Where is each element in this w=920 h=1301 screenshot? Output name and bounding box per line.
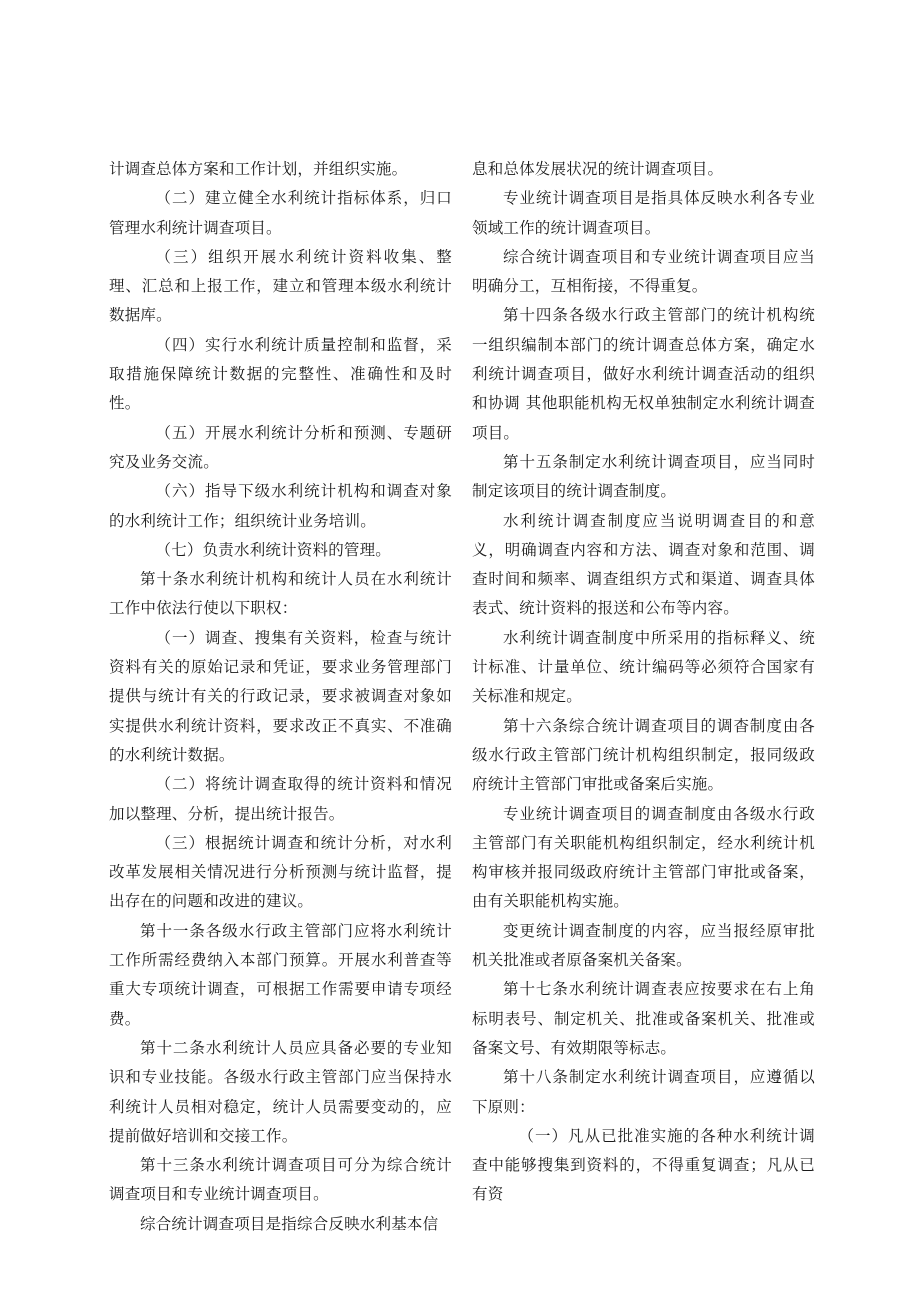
paragraph-right-1: 专业统计调查项目是指具体反映水利各专业领域工作的统计调查项目。 — [472, 189, 815, 237]
paragraph-left-7: 第十条水利统计机构和统计人员在水利统计工作中依法行使以下职权： — [109, 570, 452, 618]
paragraph-right-8: 专业统计调查项目的调查制度由各级水行政主管部门有关职能机构组织制定，经水利统计机构审核并报同级政府统计主管部门审批或备案，由有关职能机构实施。 — [472, 804, 815, 911]
paragraph-right-12: （一）凡从已批准实施的各种水利统计调查中能够搜集到资料的，不得重复调查；凡从已有资 — [472, 1126, 815, 1204]
paragraph-right-4: 第十五条制定水利统计调查项目，应当同时制定该项目的统计调查制度。 — [472, 452, 815, 501]
paragraph-right-0: 息和总体发展状况的统计调查项目。 — [472, 160, 724, 178]
paragraph-left-11: 第十一条各级水行政主管部门应将水利统计工作所需经费纳入本部门预算。开展水利普查等重大专项统计调查，可根据工作需要申请专项经费。 — [109, 921, 452, 1028]
right-column — [472, 155, 815, 1210]
paragraph-right-2: 综合统计调查项目和专业统计调查项目应当明确分工，互相衔接，不得重复。 — [472, 247, 815, 296]
paragraph-right-3: 第十四条各级水行政主管部门的统计机构统一组织编制本部门的统计调查总体方案，确定水利统计调查项目，做好水利统计调查活动的组织和协调 其他职能机构无权单独制定水利统计调查项目。 — [472, 306, 815, 442]
paragraph-left-9: （二）将统计调查取得的统计资料和情况加以整理、分析，提出统计报告。 — [109, 775, 452, 823]
paragraph-left-2: （三）组织开展水利统计资料收集、整理、汇总和上报工作，建立和管理本级水利统计数据库。 — [109, 247, 452, 325]
paragraph-left-6: （七）负责水利统计资料的管理。 — [155, 540, 392, 559]
paragraph-left-1: （二）建立健全水利统计指标体系，归口管理水利统计调查项目。 — [109, 189, 452, 237]
paragraph-left-5: （六）指导下级水利统计机构和调查对象的水利统计工作；组织统计业务培训。 — [109, 482, 452, 530]
paragraph-right-5: 水利统计调查制度应当说明调查目的和意义，明确调查内容和方法、调查对象和范围、调查时间和频率、调查组织方式和渠道、调查具体表式、统计资料的报送和公布等内容。 — [472, 511, 815, 618]
left-column — [109, 155, 452, 1239]
paragraph-left-13: 第十三条水利统计调查项目可分为综合统计调查项目和专业统计调查项目。 — [109, 1156, 452, 1204]
paragraph-left-8: （一）调查、搜集有关资料，检查与统计资料有关的原始记录和凭证，要求业务管理部门提供与统计有关的行政记录，要求被调查对象如实提供水利统计资料，要求改正不真实、不准确的水利统计数据。 — [109, 628, 452, 764]
paragraph-left-14: 综合统计调查项目是指综合反映水利基本信 — [140, 1214, 439, 1233]
paragraph-left-4: （五）开展水利统计分析和预测、专题研究及业务交流。 — [109, 423, 452, 471]
paragraph-right-11: 第十八条制定水利统计调查项目，应遵循以下原则： — [472, 1068, 815, 1116]
paragraph-left-3: （四）实行水利统计质量控制和监督，采取措施保障统计数据的完整性、准确性和及时性。 — [109, 335, 452, 413]
paragraph-right-10: 第十七条水利统计调查表应按要求在右上角标明表号、制定机关、批准或备案机关、批准或备案文号、有效期限等标志。 — [472, 980, 815, 1057]
paragraph-left-0: 计调查总体方案和工作计划，并组织实施。 — [109, 160, 408, 178]
paragraph-left-10: （三）根据统计调查和统计分析，对水利改革发展相关情况进行分析预测与统计监督，提出存在的问题和改进的建议。 — [109, 833, 452, 911]
paragraph-right-7: 第十六条综合统计调查项目的调杳制度由各级水行政主管部门统计机构组织制定，报同级政府统计主管部门审批或备案后实施。 — [472, 716, 815, 794]
paragraph-right-6: 水利统计调查制度中所采用的指标释义、统计标准、计量单位、统计编码等必须符合国家有关标准和规定。 — [472, 628, 815, 706]
paragraph-right-9: 变更统计调查制度的内容，应当报经原审批机关批准或者原备案机关备案。 — [472, 921, 815, 970]
paragraph-left-12: 第十二条水利统计人员应具备必要的专业知识和专业技能。各级水行政主管部门应当保持水利统计人员相对稳定，统计人员需要变动的，应提前做好培训和交接工作。 — [109, 1038, 452, 1145]
